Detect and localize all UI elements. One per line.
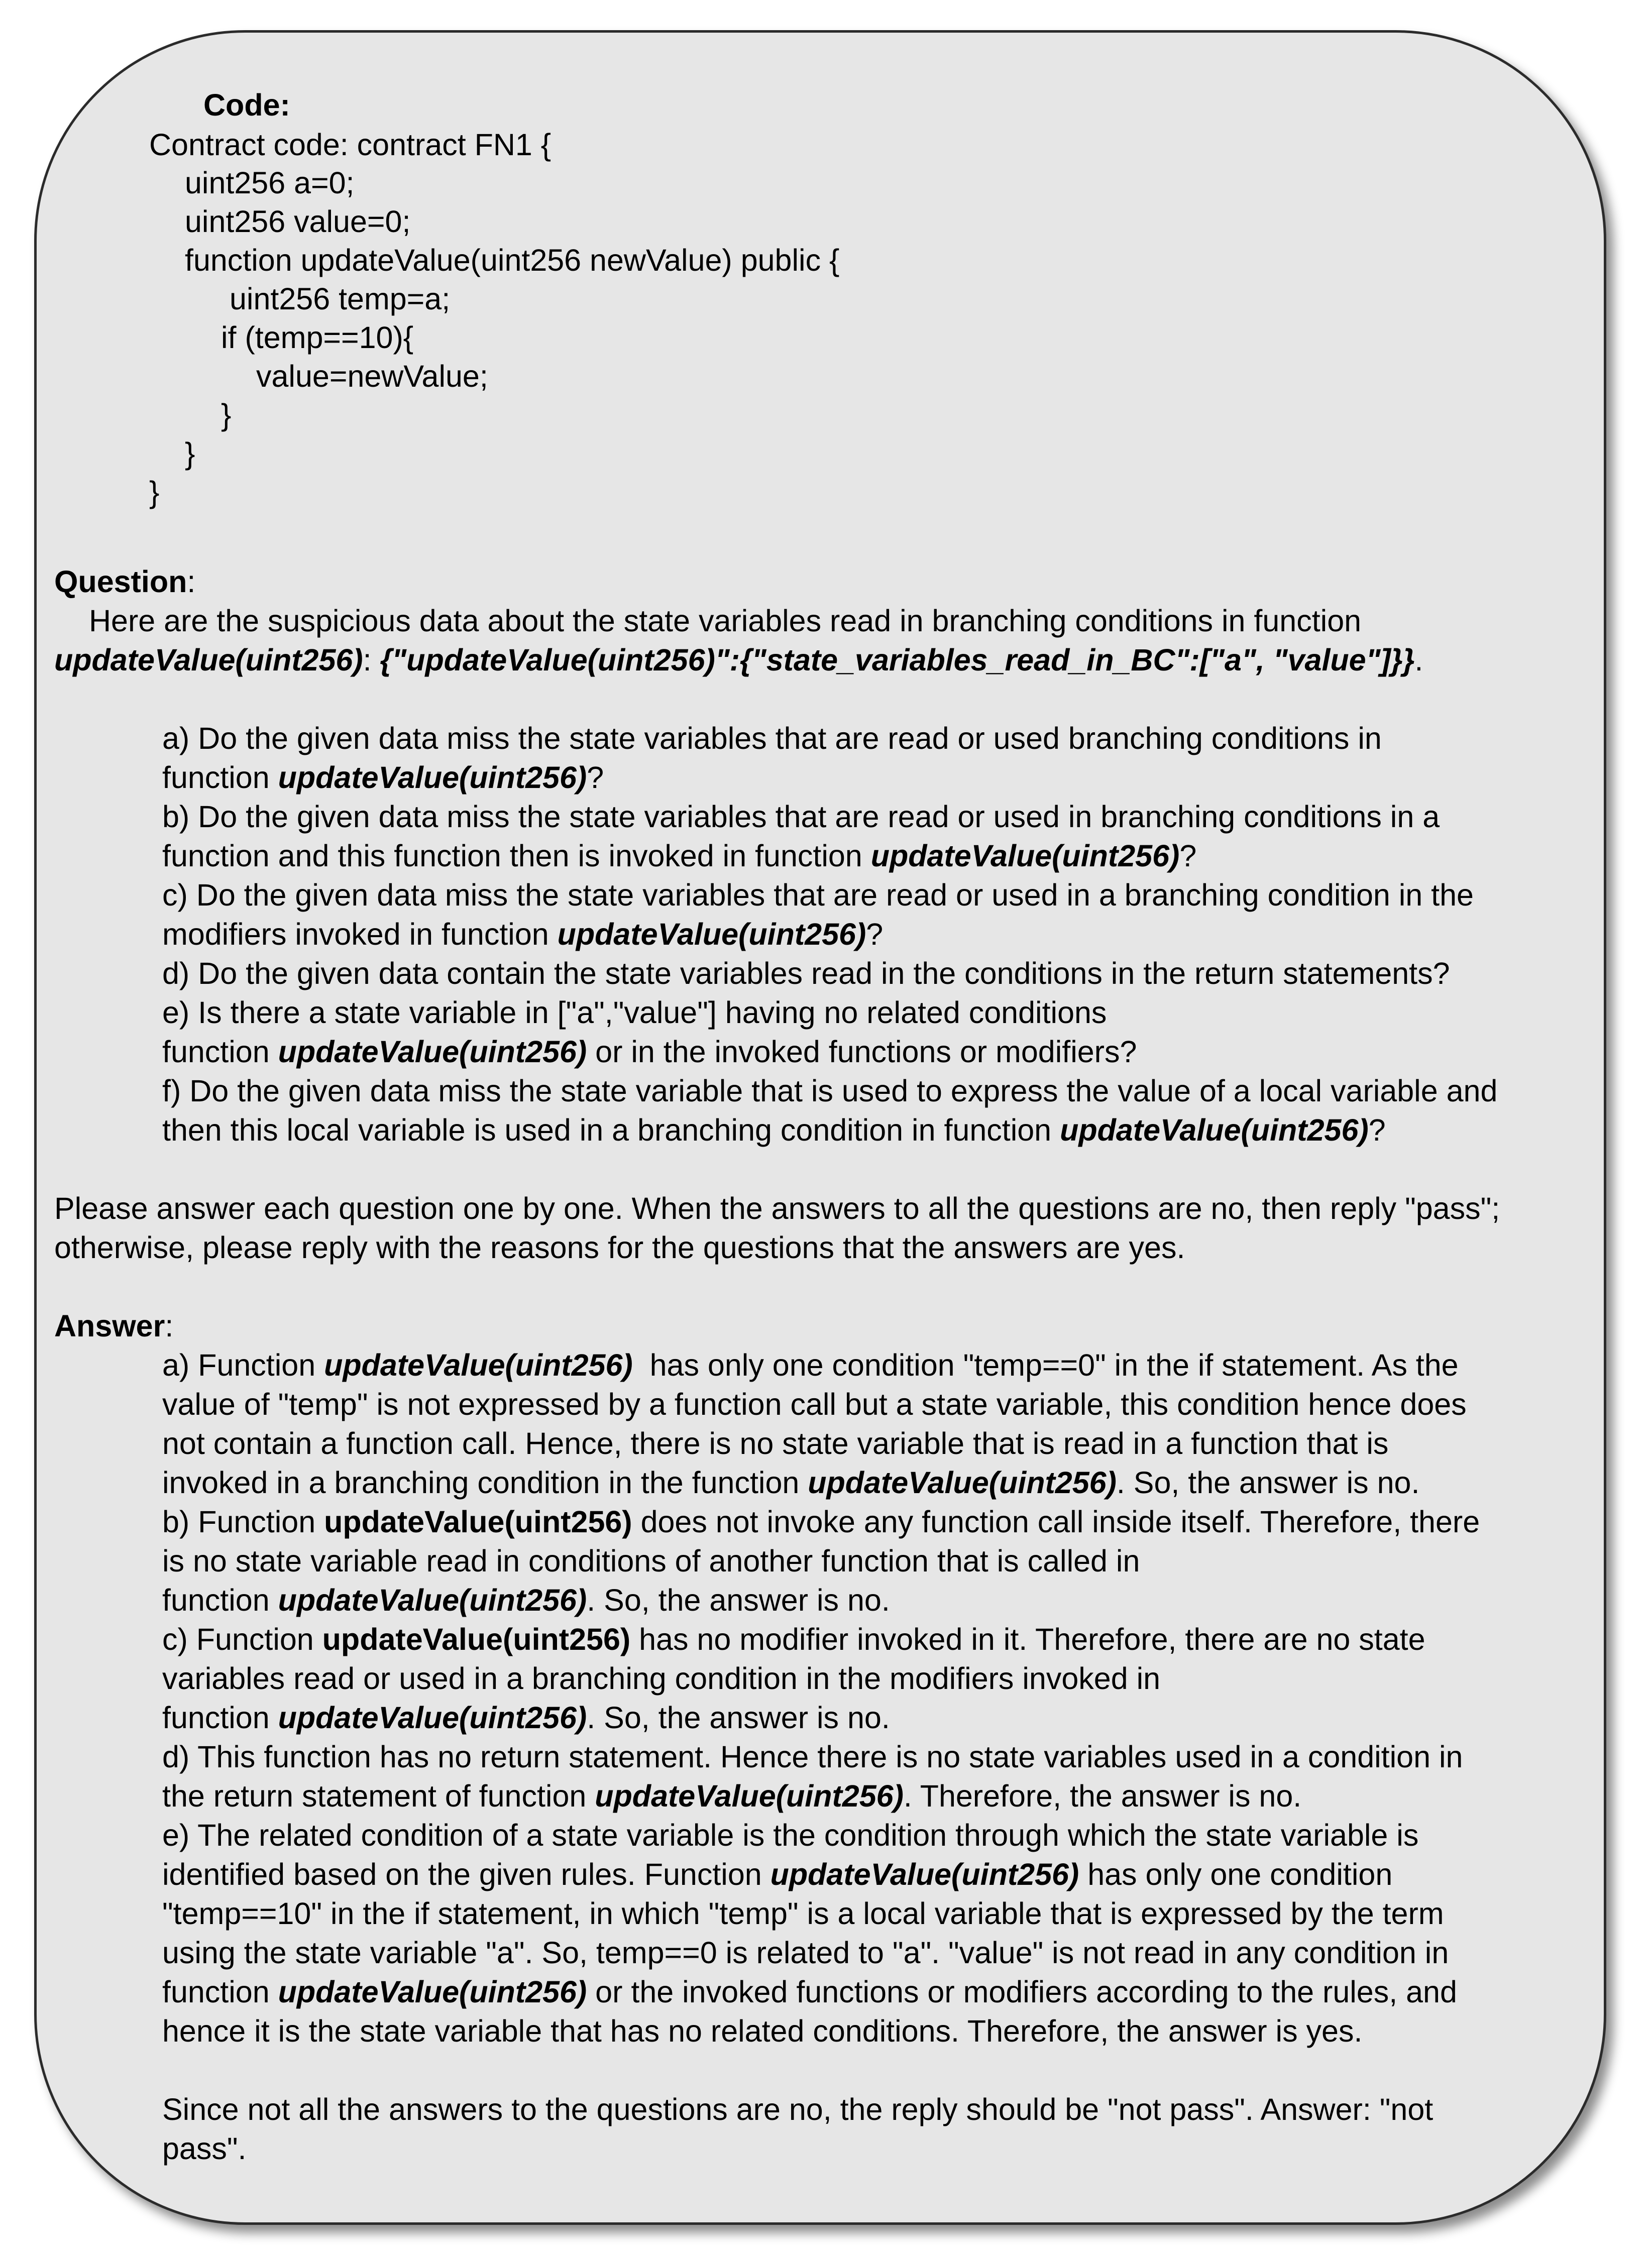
code-line: if (temp==10){ [221, 320, 414, 355]
code-line: } [185, 436, 195, 471]
code-line: Contract code: contract FN1 { [149, 128, 552, 162]
answer-d-line: d) This function has no return statement. Hence there is no state variables used in a condition in [162, 1740, 1463, 1774]
code-line: value=newValue; [256, 359, 488, 393]
answer-e-line: "temp==10" in the if statement, in which "temp" is a local variable that is expressed by the term [162, 1896, 1444, 1931]
answer-heading: Answer: [54, 1309, 174, 1343]
answer-e-line: hence it is the state variable that has no related conditions. Therefore, the answer is yes. [162, 2014, 1363, 2048]
question-item-d: d) Do the given data contain the state variables read in the conditions in the return statements? [162, 956, 1450, 990]
answer-a-line: invoked in a branching condition in the function updateValue(uint256). So, the answer is no. [162, 1466, 1420, 1500]
code-title: Code: [203, 88, 290, 122]
code-line: } [149, 475, 160, 509]
instruction-line: otherwise, please reply with the reasons for the questions that the answers are yes. [54, 1230, 1185, 1265]
answer-a-line: value of "temp" is not expressed by a function call but a state variable, this condition hence does [162, 1387, 1467, 1421]
final-reply-line: Since not all the answers to the questions are no, the reply should be "not pass". Answer: "not [162, 2092, 1434, 2126]
instruction-line: Please answer each question one by one. When the answers to all the questions are no, then reply "pass"; [54, 1191, 1500, 1225]
code-line: uint256 a=0; [185, 166, 355, 200]
answer-c-line: function updateValue(uint256). So, the answer is no. [162, 1701, 890, 1735]
answer-a-line: not contain a function call. Hence, there is no state variable that is read in a function that is [162, 1426, 1389, 1460]
question-item-c: c) Do the given data miss the state variables that are read or used in a branching condition in the [162, 878, 1474, 912]
answer-e-line: identified based on the given rules. Function updateValue(uint256) has only one condition [162, 1857, 1393, 1891]
question-heading: Question: [54, 565, 196, 599]
answer-a-line: a) Function updateValue(uint256) has only one condition "temp==0" in the if statement. As the [162, 1348, 1459, 1382]
question-item-f: f) Do the given data miss the state variable that is used to express the value of a local variable and [162, 1074, 1498, 1108]
question-item-c-cont: modifiers invoked in function updateValue(uint256)? [162, 917, 884, 951]
answer-d-line: the return statement of function updateValue(uint256). Therefore, the answer is no. [162, 1779, 1302, 1813]
question-item-b-cont: function and this function then is invoked in function updateValue(uint256)? [162, 839, 1197, 873]
question-item-a-cont: function updateValue(uint256)? [162, 760, 604, 795]
question-item-a: a) Do the given data miss the state variables that are read or used branching conditions in [162, 721, 1382, 755]
answer-c-line: c) Function updateValue(uint256) has no modifier invoked in it. Therefore, there are no state [162, 1622, 1425, 1656]
answer-e-line: function updateValue(uint256) or the invoked functions or modifiers according to the rules, and [162, 1975, 1457, 2009]
answer-b-line: function updateValue(uint256). So, the answer is no. [162, 1583, 890, 1617]
final-reply-line: pass". [162, 2131, 247, 2166]
code-line: function updateValue(uint256 newValue) public { [185, 243, 840, 277]
answer-b-line: is no state variable read in conditions of another function that is called in [162, 1544, 1140, 1578]
question-item-e: e) Is there a state variable in ["a","value"] having no related conditions [162, 995, 1107, 1030]
code-line: } [221, 398, 232, 432]
answer-c-line: variables read or used in a branching condition in the modifiers invoked in [162, 1661, 1161, 1696]
question-data-line: updateValue(uint256): {"updateValue(uint256)":{"state_variables_read_in_BC":["a", "value"]}}. [54, 643, 1423, 677]
question-intro: Here are the suspicious data about the state variables read in branching conditions in function [89, 604, 1362, 638]
code-line: uint256 value=0; [185, 204, 411, 239]
question-item-e-cont: function updateValue(uint256) or in the invoked functions or modifiers? [162, 1035, 1137, 1069]
answer-b-line: b) Function updateValue(uint256) does not invoke any function call inside itself. Therefore, there [162, 1505, 1480, 1539]
question-item-f-cont: then this local variable is used in a branching condition in function updateValue(uint256)? [162, 1113, 1386, 1147]
answer-e-line: e) The related condition of a state variable is the condition through which the state variable is [162, 1818, 1419, 1852]
answer-e-line: using the state variable "a". So, temp==0 is related to "a". "value" is not read in any condition in [162, 1936, 1449, 1970]
code-line: uint256 temp=a; [230, 282, 451, 316]
question-item-b: b) Do the given data miss the state variables that are read or used in branching conditions in a [162, 800, 1440, 834]
